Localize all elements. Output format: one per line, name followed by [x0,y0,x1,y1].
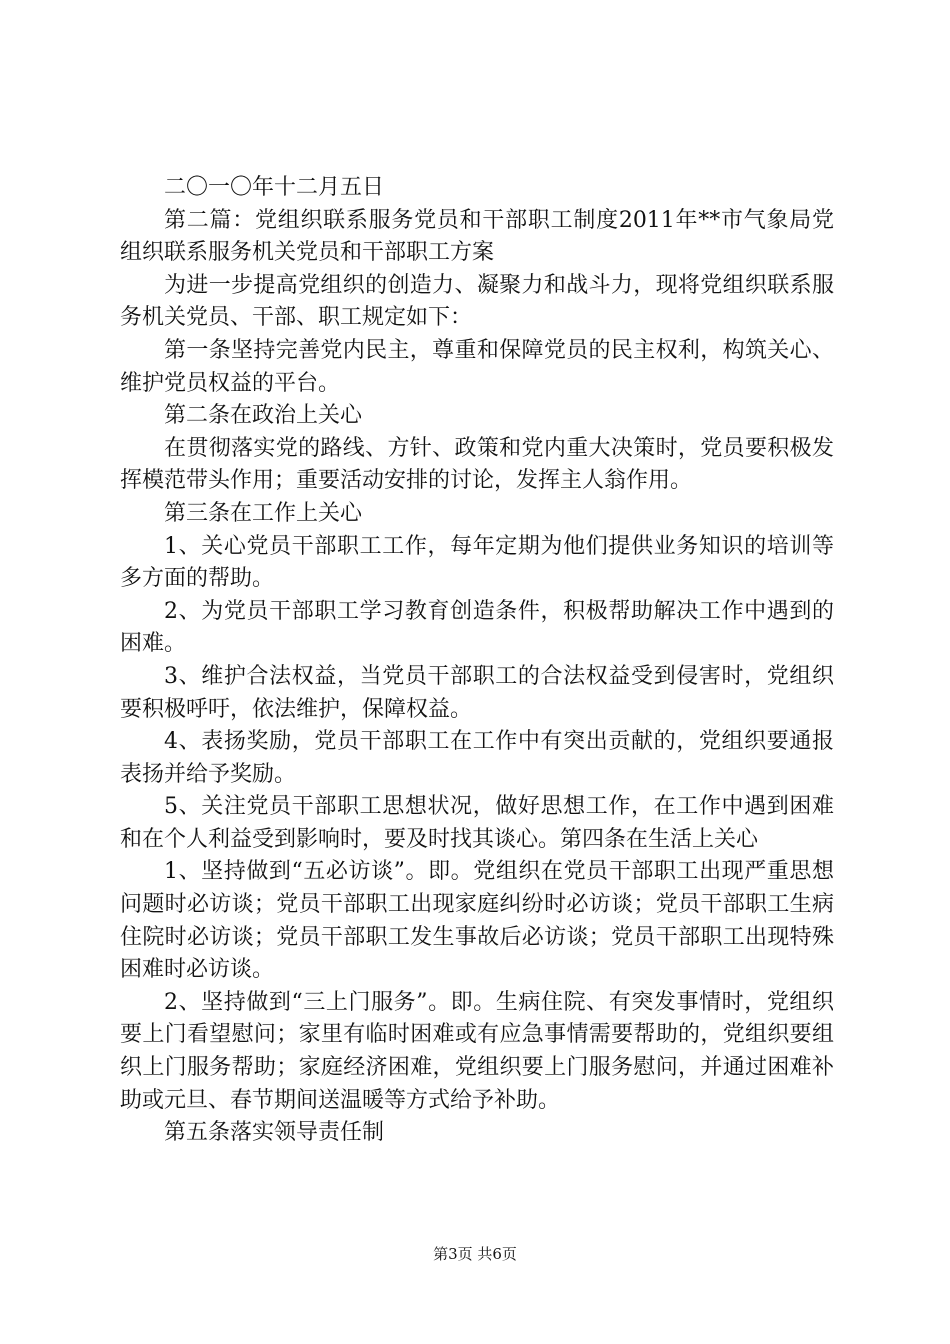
paragraph-article-3-item-3: 3、维护合法权益，当党员干部职工的合法权益受到侵害时，党组织要积极呼吁，依法维护，保障权益。 [120,663,834,722]
paragraph-article-3-item-4: 4、表扬奖励，党员干部职工在工作中有突出贡献的，党组织要通报表扬并给予奖励。 [120,729,834,787]
paragraph-article-3-item-2: 2、为党员干部职工学习教育创造条件，积极帮助解决工作中遇到的困难。 [120,598,834,657]
document-body [120,172,834,1150]
paragraph-article-2-body: 在贯彻落实党的路线、方针、政策和党内重大决策时，党员要积极发挥模范带头作用；重要活动安排的讨论，发挥主人翁作用。 [120,435,834,494]
paragraph-article-3-heading: 第三条在工作上关心 [164,500,363,526]
paragraph-date: 二〇一〇年十二月五日 [164,175,385,200]
paragraph-section-title: 第二篇：党组织联系服务党员和干部职工制度2011年**市气象局党组织联系服务机关党员和干部职工方案 [120,207,834,266]
page-number-footer: 第3页 共6页 [433,1245,517,1263]
paragraph-article-3-item-1: 1、关心党员干部职工工作，每年定期为他们提供业务知识的培训等多方面的帮助。 [120,533,834,592]
paragraph-article-4-item-1: 1、坚持做到“五必访谈”。即。党组织在党员干部职工出现严重思想问题时必访谈；党员干部职工出现家庭纠纷时必访谈；党员干部职工生病住院时必访谈；党员干部职工发生事故后必访谈；党员干部职工出现特殊困难时必访谈。 [120,859,834,983]
paragraph-article-3-item-5: 5、关注党员干部职工思想状况，做好思想工作，在工作中遇到困难和在个人利益受到影响时，要及时找其谈心。第四条在生活上关心 [120,794,834,852]
paragraph-article-4-item-2: 2、坚持做到“三上门服务”。即。生病住院、有突发事情时，党组织要上门看望慰问；家里有临时困难或有应急事情需要帮助的，党组织要组织上门服务帮助；家庭经济困难，党组织要上门服务慰问，并通过困难补助或元旦、春节期间送温暖等方式给予补助。 [120,989,834,1113]
paragraph-article-1: 第一条坚持完善党内民主，尊重和保障党员的民主权利，构筑关心、维护党员权益的平台。 [120,337,834,396]
paragraph-intro: 为进一步提高党组织的创造力、凝聚力和战斗力，现将党组织联系服务机关党员、干部、职工规定如下： [120,272,834,331]
paragraph-article-5-heading: 第五条落实领导责任制 [164,1120,385,1146]
paragraph-article-2-heading: 第二条在政治上关心 [164,403,363,429]
